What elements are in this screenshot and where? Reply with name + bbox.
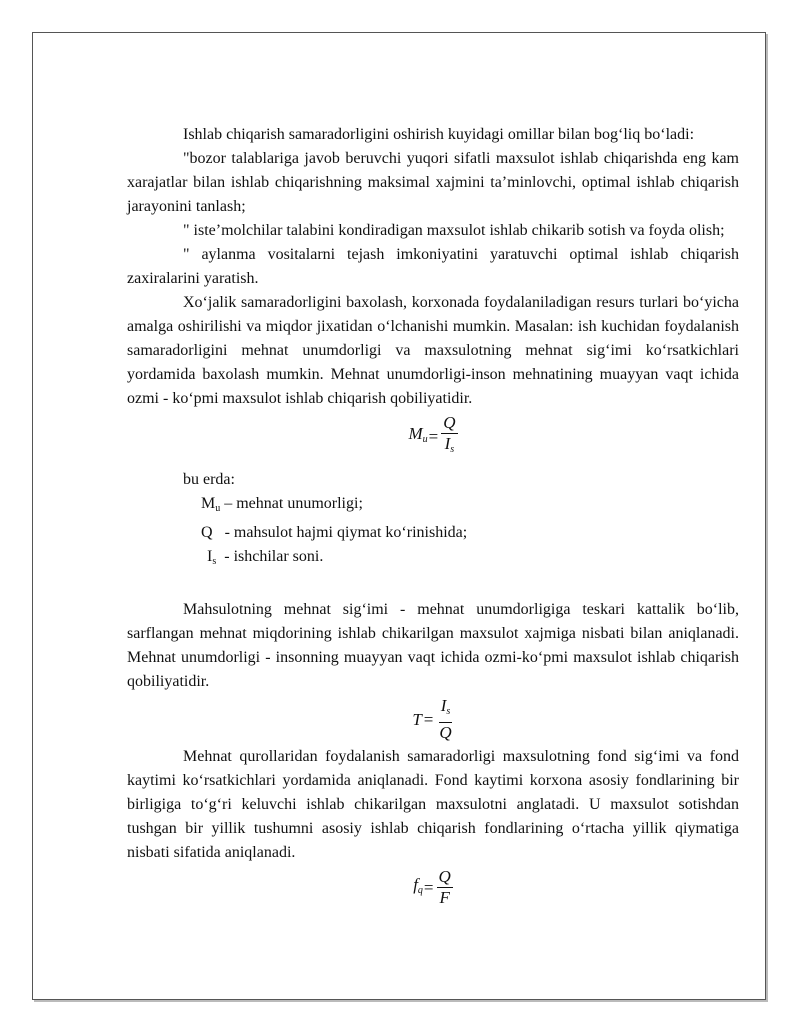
formula-labor-productivity [127, 413, 739, 460]
formula-2-fraction [437, 696, 453, 743]
paragraph-5: Xo‘jalik samaradorligini baxolash, korxonada foydalaniladigan resurs turlari bo‘yicha amalga oshirilishi va miqdor jixatidan o‘lchanishi mumkin. Masalan: ish kuchidan foydalanish samaradorligini mehnat unumdorligi va maxsulotning mehnat sig‘imi ko‘rsatkichlari yordamida baxolash mumkin. Mehnat unumdorligi-inson mehnatining muayyan vaqt ichida ozmi - ko‘pmi maxsulot ishlab chiqarish qobiliyatidir. [127, 294, 739, 407]
formula-3-eq: = [423, 877, 434, 897]
formula-2-denominator: Q [439, 723, 452, 742]
definitions-list [127, 492, 739, 574]
definition-item: $I_s$ - ishchilar soni. [207, 548, 324, 567]
formula-2-eq: = [423, 709, 434, 729]
spacer [127, 574, 739, 598]
document-page [32, 32, 766, 1000]
paragraph-1: Ishlab chiqarish samaradorligini oshirish kuyidagi omillar bilan bog‘liq bo‘ladi: [183, 126, 695, 143]
formula-1-denominator: $I_s$ [444, 434, 455, 455]
formula-1-lhs: $M_u$ [408, 423, 428, 445]
paragraph-7: Mehnat qurollaridan foydalanish samaradorligi maxsulotning fond sig‘imi va fond kaytimi ko‘rsatkichlari yordamida aniqlanadi. Fond kaytimi korxona asosiy fondlarining bir birligiga to‘g‘ri keluvchi ishlab chikarilgan maxsulotni anglatadi. U maxsulot sotishdan tushgan bir yillik tushumni asosiy ishlab chiqarish fondlarining o‘rtacha yillik qiymatiga nisbati sifatida aniqlanadi. [127, 748, 739, 861]
formula-2-lhs: T [412, 709, 422, 729]
paragraph-4: " aylanma vositalarni tejash imkoniyatini yaratuvchi optimal ishlab chiqarish zaxiralarini yaratish. [127, 246, 739, 287]
definition-item: Q - mahsulot hajmi qiymat ko‘rinishida; [201, 524, 468, 541]
formula-labor-intensity [127, 696, 739, 743]
paragraph-2: "bozor talablariga javob beruvchi yuqori sifatli maxsulot ishlab chiqarishda eng kam xarajatlar bilan ishlab chiqarishning maksimal xajmini ta’minlovchi, optimal ishlab chiqarish jarayonini tanlash; [127, 150, 739, 215]
where-label: bu erda: [183, 471, 235, 488]
formula-1-fraction [441, 413, 457, 460]
document-body [127, 123, 739, 910]
formula-2-numerator: $I_s$ [439, 696, 453, 723]
paragraph-6: Mahsulotning mehnat sig‘imi - mehnat unumdorligiga teskari kattalik bo‘lib, sarflangan mehnat miqdorining ishlab chikarilgan maxsulot xajmiga nisbati bilan aniqlanadi. Mehnat unumdorligi - insonning muayyan vaqt ichida ozmi-ko‘pmi maxsulot ishlab chiqarish qobiliyatidir. [127, 601, 739, 690]
formula-3-fraction [437, 867, 453, 908]
formula-3-numerator: Q [438, 867, 451, 886]
formula-3-lhs: $f_q$ [413, 874, 423, 896]
paragraph-3: " iste’molchilar talabini kondiradigan maxsulot ishlab chikarib sotish va foyda olish; [183, 222, 725, 239]
formula-fund-return [127, 867, 739, 908]
formula-1-eq: = [428, 426, 439, 446]
definition-item: $M_u$ – mehnat unumorligi; [201, 495, 363, 514]
formula-3-denominator: F [439, 888, 450, 907]
formula-1-numerator: Q [443, 413, 456, 432]
